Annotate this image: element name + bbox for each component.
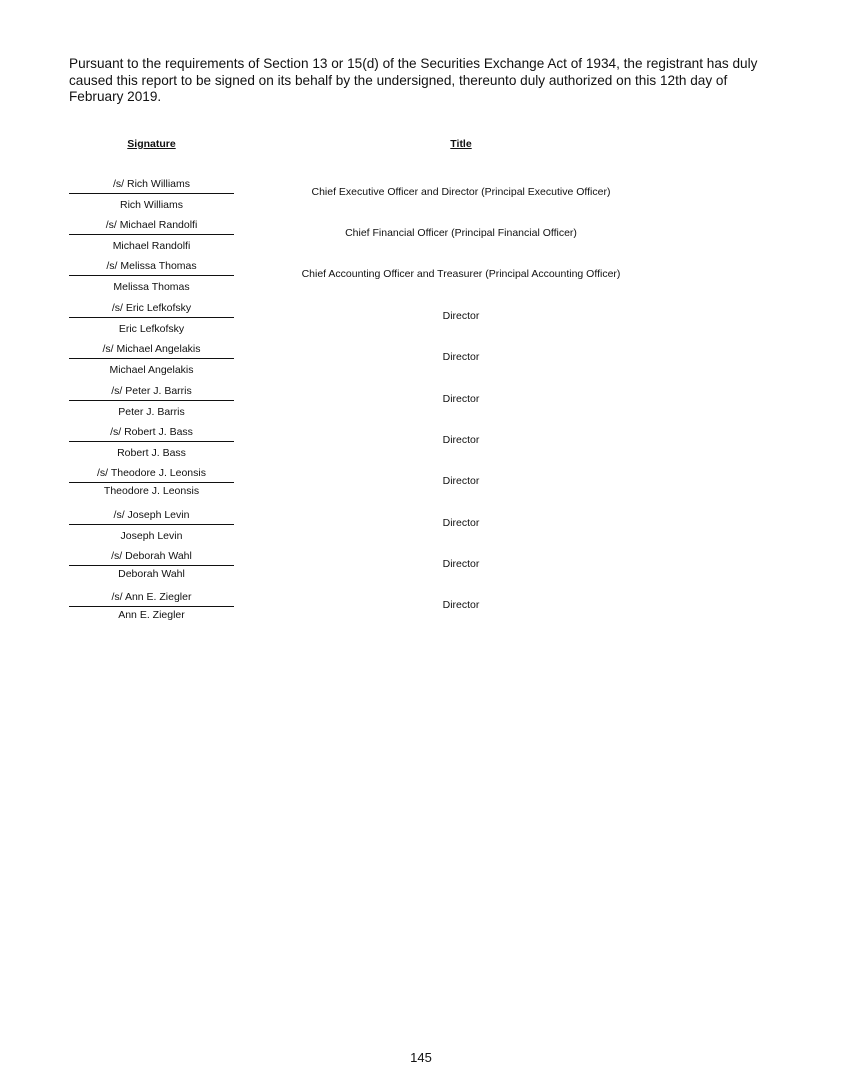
signature-row	[0, 550, 842, 591]
title-column-header: Title	[450, 138, 472, 150]
signatory-title: Director	[442, 393, 480, 405]
signature-row	[0, 260, 842, 301]
signatory-name: Melissa Thomas	[113, 281, 190, 293]
page-number: 145	[410, 1050, 432, 1065]
signatory-title: Director	[442, 599, 480, 611]
signature-line: /s/ Michael Randolfi	[69, 219, 234, 235]
signature-line: /s/ Robert J. Bass	[69, 426, 234, 442]
signatory-title: Chief Executive Officer and Director (Principal Executive Officer)	[311, 186, 611, 198]
signatory-title: Director	[442, 351, 480, 363]
signature-line: /s/ Michael Angelakis	[69, 343, 234, 359]
signature-line: /s/ Melissa Thomas	[69, 260, 234, 276]
signatory-name: Joseph Levin	[120, 530, 183, 542]
signatory-name: Deborah Wahl	[118, 568, 185, 580]
signature-row	[0, 178, 842, 219]
signature-row	[0, 219, 842, 260]
signature-line: /s/ Peter J. Barris	[69, 385, 234, 401]
signatory-name: Theodore J. Leonsis	[103, 485, 200, 497]
signature-line: /s/ Theodore J. Leonsis	[69, 467, 234, 483]
signatory-title: Director	[442, 558, 480, 570]
signature-line: /s/ Ann E. Ziegler	[69, 591, 234, 607]
signature-line: /s/ Eric Lefkofsky	[69, 302, 234, 318]
signatory-title: Director	[442, 475, 480, 487]
signatory-name: Eric Lefkofsky	[118, 323, 185, 335]
signature-line: /s/ Deborah Wahl	[69, 550, 234, 566]
signature-row	[0, 467, 842, 508]
signature-row	[0, 302, 842, 343]
signature-line: /s/ Joseph Levin	[69, 509, 234, 525]
signature-row	[0, 509, 842, 550]
signatory-name: Robert J. Bass	[117, 447, 186, 459]
signatory-title: Chief Financial Officer (Principal Financial Officer)	[345, 227, 577, 239]
signature-row	[0, 591, 842, 632]
signature-line: /s/ Rich Williams	[69, 178, 234, 194]
signatory-name: Ann E. Ziegler	[118, 609, 185, 621]
signatory-name: Peter J. Barris	[118, 406, 185, 418]
signatory-title: Chief Accounting Officer and Treasurer (Principal Accounting Officer)	[301, 268, 621, 280]
signatory-title: Director	[442, 310, 480, 322]
intro-paragraph: Pursuant to the requirements of Section 13 or 15(d) of the Securities Exchange Act of 1934, the registrant has duly caused this report to be signed on its behalf by the undersigned, thereunto duly authorized on this 12th day of February 2019.	[69, 56, 758, 104]
signatory-title: Director	[442, 434, 480, 446]
signatory-name: Michael Randolfi	[112, 240, 191, 252]
signature-row	[0, 426, 842, 467]
signatory-name: Michael Angelakis	[109, 364, 194, 376]
signatory-name: Rich Williams	[120, 199, 183, 211]
signature-row	[0, 385, 842, 426]
signature-row	[0, 343, 842, 384]
signature-column-header: Signature	[127, 138, 176, 150]
signatory-title: Director	[442, 517, 480, 529]
